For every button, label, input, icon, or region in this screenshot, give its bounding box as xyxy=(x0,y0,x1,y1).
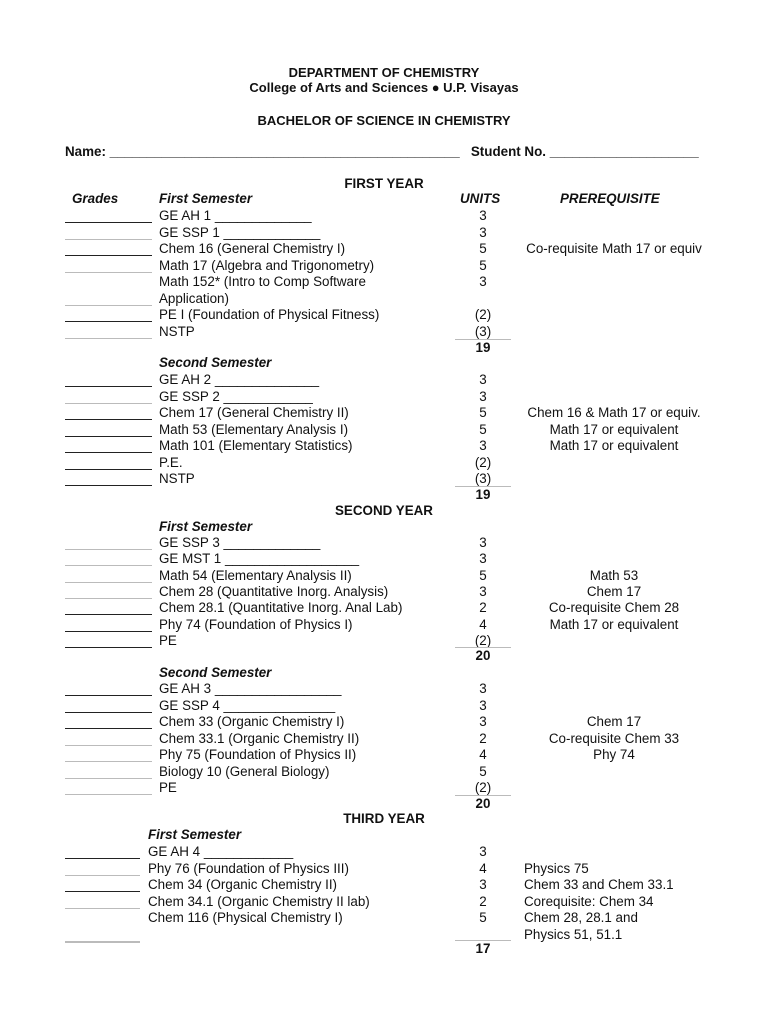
course-prerequisite: Math 17 or equivalent xyxy=(549,438,679,453)
course-units: (3) xyxy=(474,323,492,339)
course-name: Math 101 (Elementary Statistics) xyxy=(159,438,353,453)
semester-total-units: 19 xyxy=(475,487,491,502)
course-name: Chem 16 (General Chemistry I) xyxy=(159,241,346,256)
course-units: 5 xyxy=(479,257,487,273)
course-row xyxy=(0,371,768,388)
course-prerequisite: Corequisite: Chem 34 xyxy=(524,893,654,909)
course-row xyxy=(0,680,768,697)
grades-column-header: Grades xyxy=(72,191,119,206)
grade-blank[interactable] xyxy=(65,641,152,648)
course-units: 5 xyxy=(479,567,487,583)
grade-blank[interactable] xyxy=(65,266,152,273)
grade-blank[interactable] xyxy=(65,216,152,223)
course-name: Math 53 (Elementary Analysis I) xyxy=(159,421,349,437)
course-name: GE SSP 3 _____________ xyxy=(159,535,321,550)
course-row xyxy=(0,746,768,763)
course-row xyxy=(0,876,768,893)
college-subtitle: College of Arts and Sciences ● U.P. Visayas xyxy=(249,80,519,95)
semester-total-units: 19 xyxy=(475,340,491,355)
course-row xyxy=(0,306,768,323)
course-name: PE I (Foundation of Physical Fitness) xyxy=(159,307,380,322)
course-row xyxy=(0,843,768,860)
course-name: Math 152* (Intro to Comp Software xyxy=(159,274,366,289)
semester-heading-y2s2: Second Semester xyxy=(159,665,272,680)
grade-blank[interactable] xyxy=(65,249,152,256)
course-row xyxy=(0,454,768,471)
course-row xyxy=(0,616,768,633)
year-heading-first: FIRST YEAR xyxy=(344,176,424,191)
course-prerequisite: Chem 16 & Math 17 or equiv. xyxy=(527,405,701,420)
course-prerequisite: Phy 74 xyxy=(593,747,635,762)
grade-blank[interactable] xyxy=(65,576,152,583)
course-units: 3 xyxy=(479,714,487,729)
course-units: 2 xyxy=(479,730,487,746)
student-no-label: Student No. xyxy=(470,144,547,159)
course-prerequisite: Chem 28, 28.1 and xyxy=(524,910,638,925)
course-row xyxy=(0,470,768,487)
grade-blank[interactable] xyxy=(65,413,152,420)
grade-blank[interactable] xyxy=(65,608,152,615)
prereq-column-header: PREREQUISITE xyxy=(560,191,660,206)
course-row xyxy=(0,583,768,600)
grade-blank[interactable] xyxy=(65,788,152,795)
course-units: 5 xyxy=(479,421,487,437)
course-prerequisite: Math 17 or equivalent xyxy=(549,616,679,632)
course-units: (2) xyxy=(474,454,492,470)
course-units: 4 xyxy=(479,860,487,876)
grade-blank[interactable] xyxy=(65,397,152,404)
course-units: 3 xyxy=(479,551,487,567)
course-prerequisite: Co-requisite Math 17 or equiv xyxy=(526,241,702,256)
grade-blank[interactable] xyxy=(65,739,152,746)
course-prerequisite: Chem 17 xyxy=(586,583,642,599)
grade-blank[interactable] xyxy=(65,430,152,437)
grade-blank[interactable] xyxy=(65,233,152,240)
course-name: Application) xyxy=(159,290,229,306)
course-units: 5 xyxy=(479,405,487,420)
grade-blank[interactable] xyxy=(65,772,152,779)
course-row xyxy=(0,207,768,224)
course-units: 3 xyxy=(479,583,487,599)
department-title: DEPARTMENT OF CHEMISTRY xyxy=(288,65,480,80)
course-units: (3) xyxy=(474,471,492,486)
course-name: Chem 28.1 (Quantitative Inorg. Anal Lab) xyxy=(159,600,403,616)
course-prerequisite: Chem 17 xyxy=(586,714,642,729)
grade-blank[interactable] xyxy=(65,559,152,566)
units-column-header: UNITS xyxy=(460,191,501,206)
course-units: 3 xyxy=(479,844,487,859)
course-row xyxy=(0,567,768,584)
grade-blank[interactable] xyxy=(65,479,152,486)
course-units: 3 xyxy=(479,372,487,387)
course-units: 4 xyxy=(479,747,487,762)
course-units: 2 xyxy=(479,600,487,616)
course-units: (2) xyxy=(474,780,492,795)
grade-blank[interactable] xyxy=(65,885,140,892)
course-row xyxy=(0,273,768,290)
course-prerequisite: Physics 51, 51.1 xyxy=(524,926,623,942)
name-label: Name: xyxy=(65,144,106,159)
grade-blank[interactable] xyxy=(65,463,152,470)
grade-blank[interactable] xyxy=(65,315,152,322)
course-row xyxy=(0,713,768,730)
semester-heading-y2s1: First Semester xyxy=(159,519,253,534)
course-units: 3 xyxy=(479,535,487,550)
course-name: PE xyxy=(159,632,177,648)
semester-total-units: 20 xyxy=(475,648,491,663)
grade-blank[interactable] xyxy=(65,755,152,762)
course-units: (2) xyxy=(474,632,492,648)
name-row xyxy=(65,144,699,159)
course-name: Chem 28 (Quantitative Inorg. Analysis) xyxy=(159,583,389,599)
course-name: PE xyxy=(159,780,177,795)
course-name: Chem 33.1 (Organic Chemistry II) xyxy=(159,730,360,746)
course-name: GE AH 2 ______________ xyxy=(159,372,320,387)
course-name: GE AH 3 _________________ xyxy=(159,681,342,696)
course-units: 3 xyxy=(479,208,487,223)
course-row xyxy=(0,240,768,257)
year-heading-second: SECOND YEAR xyxy=(335,503,433,518)
course-row xyxy=(0,224,768,241)
course-row xyxy=(0,599,768,616)
course-name: NSTP xyxy=(159,471,195,486)
course-units: (2) xyxy=(474,307,492,322)
name-field[interactable]: _______________________________________________ xyxy=(109,144,460,159)
course-row xyxy=(0,550,768,567)
program-title: BACHELOR OF SCIENCE IN CHEMISTRY xyxy=(257,113,511,128)
course-name: Chem 33 (Organic Chemistry I) xyxy=(159,714,345,729)
course-name: Chem 17 (General Chemistry II) xyxy=(159,405,349,420)
course-row xyxy=(0,763,768,780)
course-name: Chem 34.1 (Organic Chemistry II lab) xyxy=(148,893,370,909)
course-units: 3 xyxy=(479,274,487,289)
course-name: GE SSP 1 _____________ xyxy=(159,224,321,240)
grade-blank[interactable] xyxy=(65,380,152,387)
course-units: 5 xyxy=(479,763,487,779)
grade-blank[interactable] xyxy=(65,446,152,453)
course-units: 3 xyxy=(479,388,487,404)
course-prerequisite: Chem 33 and Chem 33.1 xyxy=(524,877,674,892)
grade-blank[interactable] xyxy=(65,706,152,713)
course-name: P.E. xyxy=(159,454,183,470)
course-name: Chem 34 (Organic Chemistry II) xyxy=(148,877,338,892)
course-units: 3 xyxy=(479,877,487,892)
semester-heading-y3s1: First Semester xyxy=(148,827,242,842)
course-prerequisite: Physics 75 xyxy=(524,860,589,876)
grade-blank[interactable] xyxy=(65,902,140,909)
grade-blank[interactable] xyxy=(65,299,152,306)
course-name: Math 17 (Algebra and Trigonometry) xyxy=(159,257,375,273)
course-name: Biology 10 (General Biology) xyxy=(159,763,330,779)
course-row xyxy=(0,404,768,421)
course-name: NSTP xyxy=(159,323,195,339)
course-prerequisite: Math 53 xyxy=(589,567,639,583)
grade-blank[interactable] xyxy=(65,592,152,599)
grade-blank[interactable] xyxy=(65,689,152,696)
course-name: Phy 75 (Foundation of Physics II) xyxy=(159,747,357,762)
course-row xyxy=(0,632,768,649)
course-units: 2 xyxy=(479,893,487,909)
grade-blank[interactable] xyxy=(65,869,140,876)
course-name: GE AH 1 _____________ xyxy=(159,208,312,223)
course-row xyxy=(0,730,768,747)
course-prerequisite: Co-requisite Chem 33 xyxy=(548,730,680,746)
semester-total-units: 20 xyxy=(475,796,491,811)
grade-blank[interactable] xyxy=(65,852,140,859)
course-row xyxy=(0,909,768,926)
course-units: 5 xyxy=(479,910,487,925)
student-no-field[interactable]: ____________________ xyxy=(549,144,699,159)
course-name: Chem 116 (Physical Chemistry I) xyxy=(148,910,343,925)
course-units: 3 xyxy=(479,438,487,453)
course-prerequisite: Math 17 or equivalent xyxy=(549,421,679,437)
grade-blank[interactable] xyxy=(65,543,152,550)
course-row xyxy=(0,534,768,551)
course-row xyxy=(0,437,768,454)
course-units: 3 xyxy=(479,224,487,240)
course-row xyxy=(0,893,768,910)
course-row xyxy=(0,323,768,340)
course-units: 5 xyxy=(479,241,487,256)
course-row xyxy=(0,697,768,714)
course-row xyxy=(0,860,768,877)
course-name: Math 54 (Elementary Analysis II) xyxy=(159,567,352,583)
course-row xyxy=(0,421,768,438)
course-row xyxy=(0,779,768,796)
grade-blank[interactable] xyxy=(65,936,140,943)
semester-heading-y1s2: Second Semester xyxy=(159,355,272,370)
course-name: GE MST 1 __________________ xyxy=(159,551,360,567)
grade-blank[interactable] xyxy=(65,722,152,729)
course-prerequisite: Co-requisite Chem 28 xyxy=(548,600,680,616)
course-name: GE AH 4 ____________ xyxy=(148,844,294,859)
course-units: 3 xyxy=(479,681,487,696)
course-name: GE SSP 4 _______________ xyxy=(159,697,336,713)
course-name: Phy 74 (Foundation of Physics I) xyxy=(159,616,353,632)
semester-heading-y1s1: First Semester xyxy=(159,191,253,206)
course-row xyxy=(0,290,768,307)
grade-blank[interactable] xyxy=(65,625,152,632)
course-name: Phy 76 (Foundation of Physics III) xyxy=(148,860,349,876)
course-units: 3 xyxy=(479,697,487,713)
grade-blank[interactable] xyxy=(65,332,152,339)
course-row xyxy=(0,388,768,405)
course-name: GE SSP 2 ____________ xyxy=(159,388,313,404)
year-heading-third: THIRD YEAR xyxy=(343,811,425,826)
course-units: 4 xyxy=(479,616,487,632)
course-row xyxy=(0,257,768,274)
semester-total-units: 17 xyxy=(475,941,491,956)
